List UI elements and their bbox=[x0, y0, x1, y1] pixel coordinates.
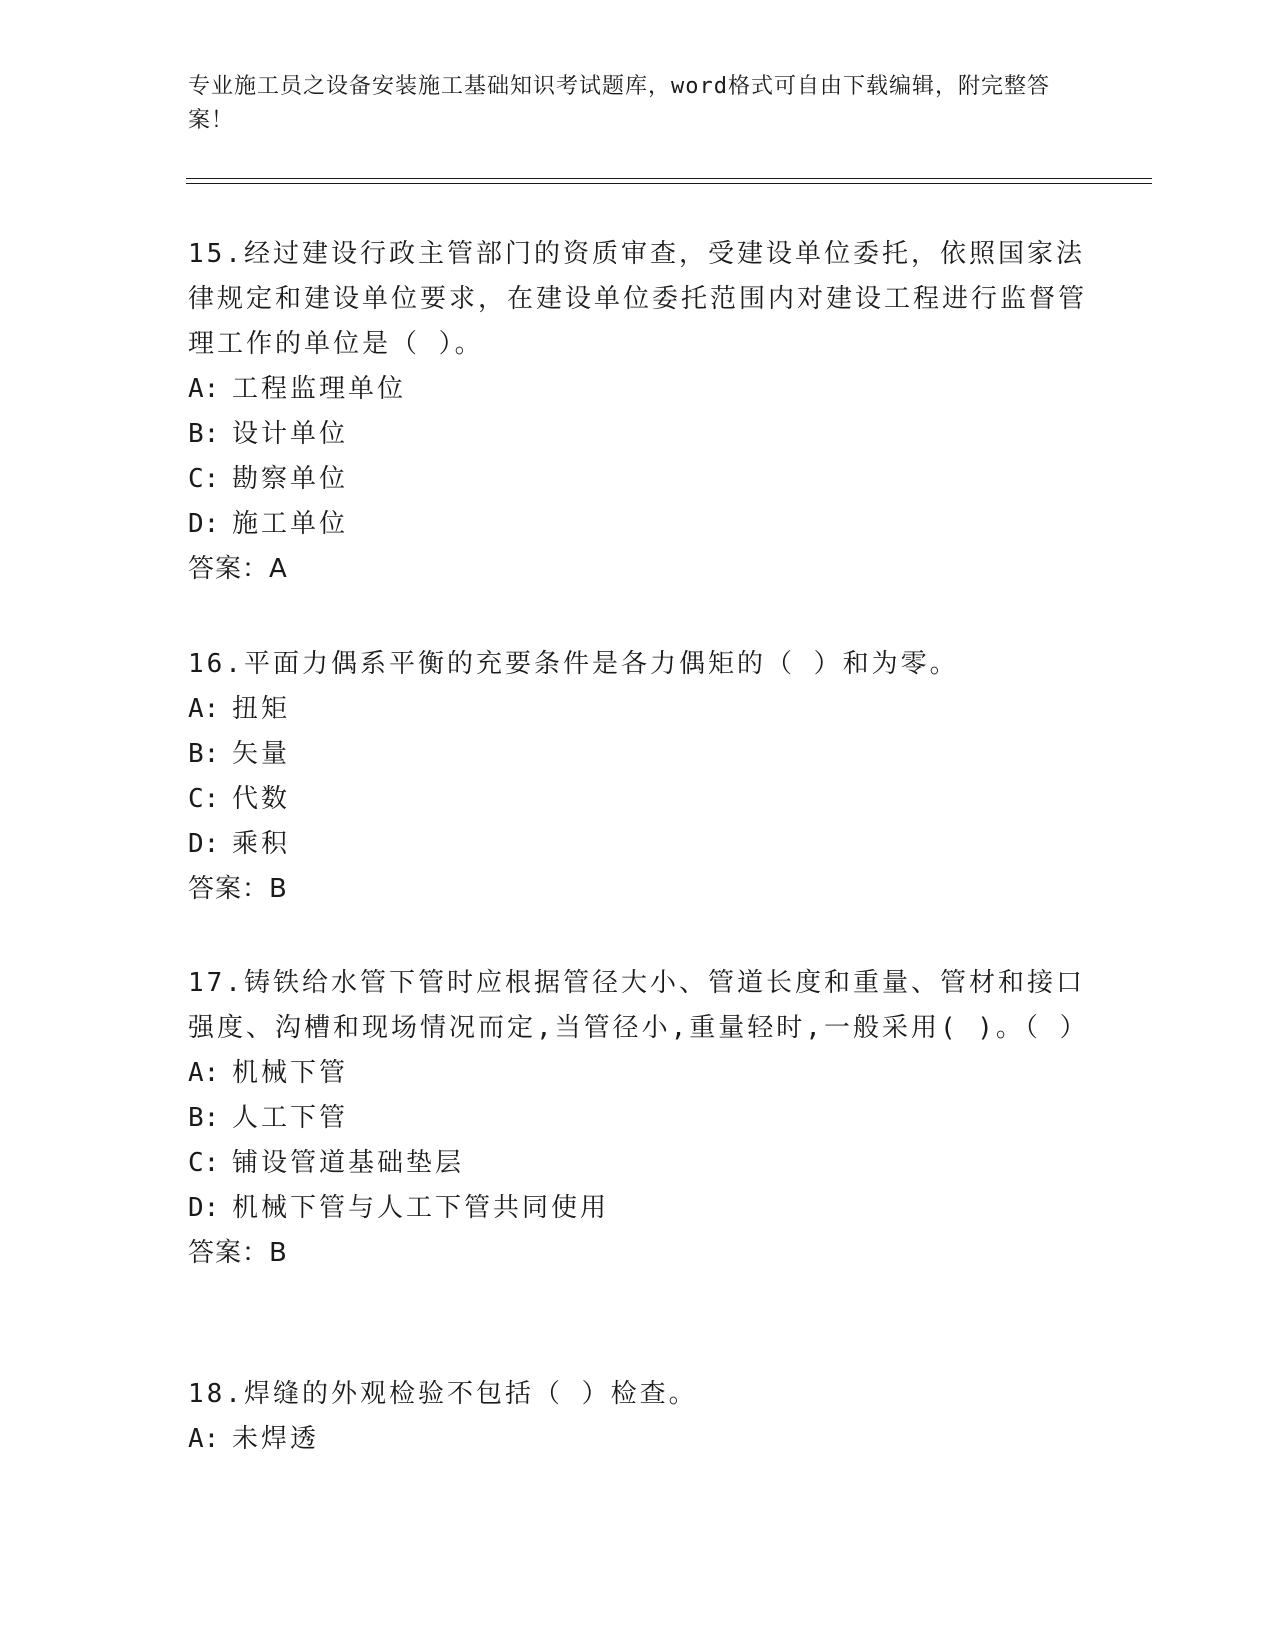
option-text: 未焊透 bbox=[232, 1424, 320, 1454]
option-c bbox=[188, 457, 1088, 502]
option-d bbox=[188, 822, 1088, 867]
option-letter: A: bbox=[188, 1424, 220, 1454]
answer-line: 答案：A bbox=[188, 554, 288, 584]
option-text: 工程监理单位 bbox=[232, 374, 407, 404]
option-c bbox=[188, 1141, 1088, 1186]
option-letter: B: bbox=[188, 739, 220, 769]
option-letter: C: bbox=[188, 1148, 220, 1178]
option-d bbox=[188, 1186, 1088, 1231]
option-letter: A: bbox=[188, 694, 220, 724]
header-divider-bottom bbox=[186, 183, 1152, 184]
option-letter: D: bbox=[188, 1193, 220, 1223]
option-letter: B: bbox=[188, 1103, 220, 1133]
option-text: 施工单位 bbox=[232, 509, 349, 539]
option-letter: B: bbox=[188, 419, 220, 449]
option-text: 机械下管 bbox=[232, 1058, 349, 1088]
answer-line: 答案：B bbox=[188, 1238, 288, 1268]
option-b bbox=[188, 412, 1088, 457]
header-divider-top bbox=[186, 178, 1152, 179]
option-letter: A: bbox=[188, 374, 220, 404]
option-letter: A: bbox=[188, 1058, 220, 1088]
document-header bbox=[188, 70, 1088, 138]
option-letter: C: bbox=[188, 464, 220, 494]
question-stem: 18.焊缝的外观检验不包括（ ）检查。 bbox=[188, 1379, 698, 1409]
question-stem: 17.铸铁给水管下管时应根据管径大小、管道长度和重量、管材和接口强度、沟槽和现场情况而定,当管径小,重量轻时,一般采用( )。（ ） bbox=[188, 968, 1089, 1043]
option-text: 代数 bbox=[232, 784, 291, 814]
option-text: 矢量 bbox=[232, 739, 291, 769]
header-title: 专业施工员之设备安装施工基础知识考试题库，word格式可自由下载编辑，附完整答案！ bbox=[188, 74, 1050, 133]
option-letter: D: bbox=[188, 829, 220, 859]
option-letter: C: bbox=[188, 784, 220, 814]
option-a bbox=[188, 1051, 1088, 1096]
question-17 bbox=[188, 961, 1088, 1276]
option-text: 扭矩 bbox=[232, 694, 291, 724]
question-18 bbox=[188, 1372, 1088, 1462]
option-d bbox=[188, 502, 1088, 547]
option-a bbox=[188, 687, 1088, 732]
option-c bbox=[188, 777, 1088, 822]
answer-line: 答案：B bbox=[188, 874, 288, 904]
question-15 bbox=[188, 232, 1088, 592]
option-letter: D: bbox=[188, 509, 220, 539]
option-text: 人工下管 bbox=[232, 1103, 349, 1133]
option-text: 乘积 bbox=[232, 829, 291, 859]
option-text: 铺设管道基础垫层 bbox=[232, 1148, 465, 1178]
option-text: 勘察单位 bbox=[232, 464, 349, 494]
question-16 bbox=[188, 642, 1088, 912]
option-a bbox=[188, 367, 1088, 412]
option-text: 机械下管与人工下管共同使用 bbox=[232, 1193, 610, 1223]
option-b bbox=[188, 1096, 1088, 1141]
option-b bbox=[188, 732, 1088, 777]
question-stem: 15.经过建设行政主管部门的资质审查，受建设单位委托，依照国家法律规定和建设单位要求，在建设单位委托范围内对建设工程进行监督管理工作的单位是（ ）。 bbox=[188, 239, 1088, 359]
question-stem: 16.平面力偶系平衡的充要条件是各力偶矩的（ ）和为零。 bbox=[188, 649, 959, 679]
option-text: 设计单位 bbox=[232, 419, 349, 449]
option-a bbox=[188, 1417, 1088, 1462]
